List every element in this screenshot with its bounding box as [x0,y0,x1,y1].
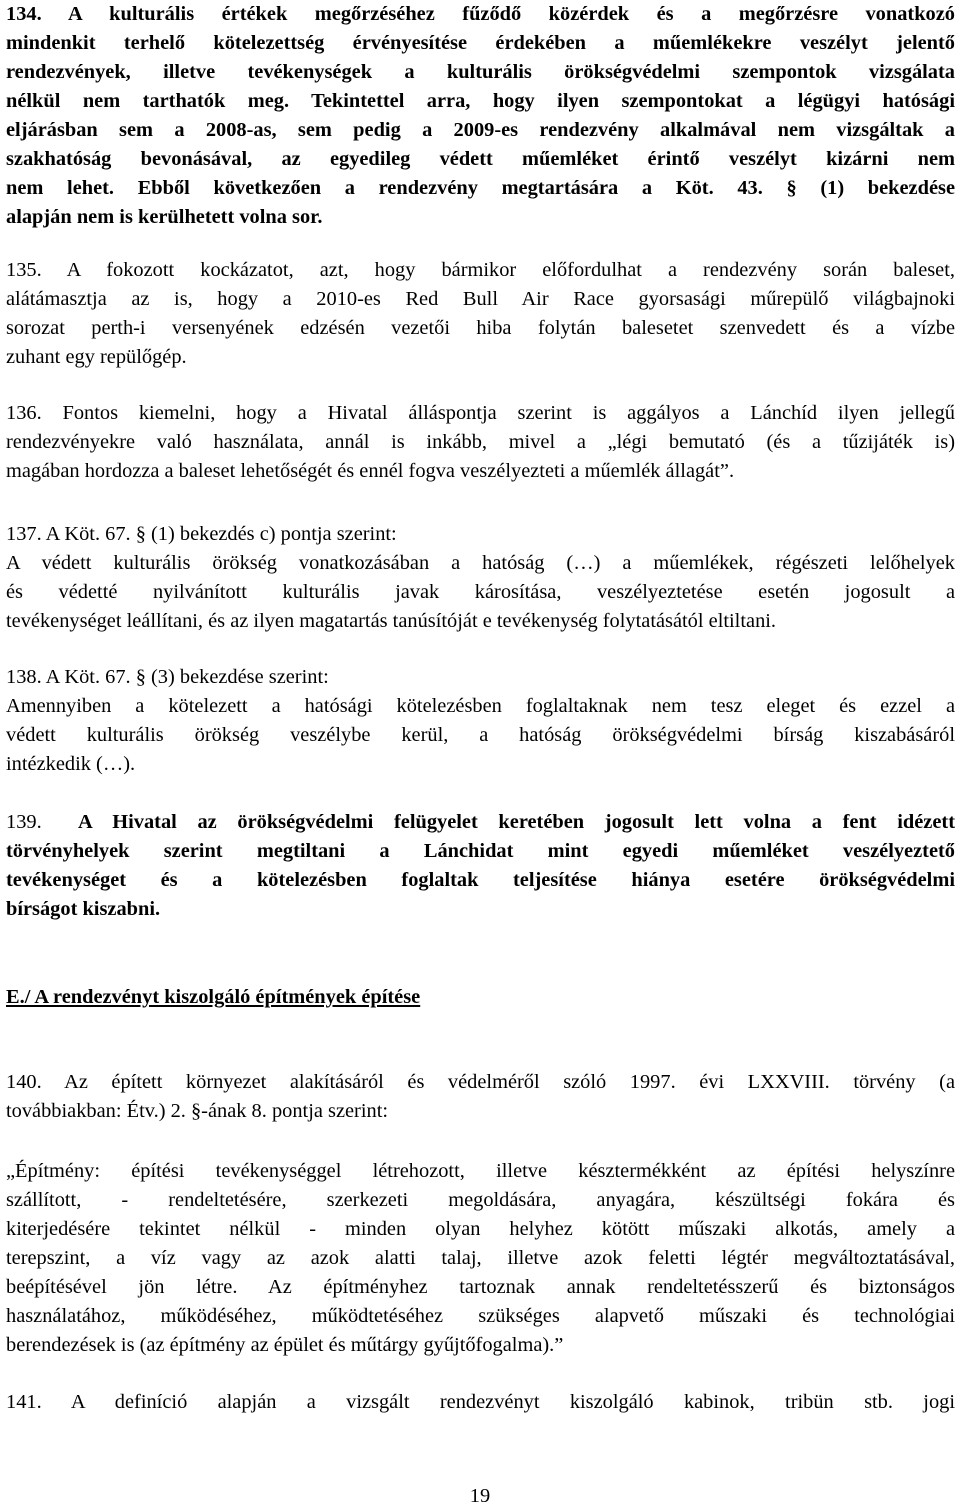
paragraph-139 [6,808,955,924]
paragraph-number: 139. [6,811,42,833]
text-line: mindenkit terhelő kötelezettség érvényesítése érdekében a műemlékekre veszélyt jelentő [6,32,955,54]
text-line: szakhatóság bevonásával, az egyedileg védett műemléket érintő veszélyt kizárni nem [6,148,955,170]
text-line: tevékenységet leállítani, és az ilyen magatartás tanúsítóját e tevékenység folytatásától eltiltani. [6,610,777,632]
text-line: rendezvények, illetve tevékenységek a kulturális örökségvédelmi szempontok vizsgálata [6,61,955,83]
text-line: Amennyiben a kötelezett a hatósági kötelezésben foglaltaknak nem tesz eleget és ezzel a [6,695,955,717]
text-line: 140. Az épített környezet alakításáról és védelméről szóló 1997. évi LXXVIII. törvény (a [6,1071,955,1093]
text-line: 136. Fontos kiemelni, hogy a Hivatal álláspontja szerint is aggályos a Lánchíd ilyen jellegű [6,402,955,424]
paragraph-137 [6,520,955,636]
definition-quote [6,1157,955,1360]
page-number: 19 [469,1485,491,1507]
text-line: beépítésével jön létre. Az építményhez tartoznak annak rendeltetésszerű és biztonságos [6,1276,955,1298]
text-line: nem lehet. Ebből következően a rendezvény megtartására a Köt. 43. § (1) bekezdése [6,177,955,199]
text-line: 138. A Köt. 67. § (3) bekezdése szerint: [6,666,329,688]
text-line: 141. A definíció alapján a vizsgált rendezvényt kiszolgáló kabinok, tribün stb. jogi [6,1391,955,1413]
section-heading [6,983,955,1012]
text-line: 134. A kulturális értékek megőrzéséhez fűződő közérdek és a megőrzésre vonatkozó [6,3,955,25]
text-line: rendezvényekre való használata, annál is inkább, mivel a „légi bemutató (és a tűzijáték is) [6,431,955,453]
paragraph-136 [6,399,955,486]
paragraph-135 [6,256,955,372]
text-line: sorozat perth-i versenyének edzésén vezetői hiba folytán balesetet szenvedett és a vízbe [6,317,955,339]
text-line: A védett kulturális örökség vonatkozásában a hatóság (…) a műemlékek, régészeti lelőhelyek [6,552,955,574]
text-line: terepszint, a víz vagy az azok alatti talaj, illetve azok feletti légtér megváltoztatásával, [6,1247,955,1269]
paragraph-138 [6,663,955,779]
section-heading-text: E./ A rendezvényt kiszolgáló építmények építése [6,986,421,1008]
text-line: bírságot kiszabni. [6,898,161,920]
text-line: A Hivatal az örökségvédelmi felügyelet keretében jogosult lett volna a fent idézett [78,811,955,833]
text-line: eljárásban sem a 2008-as, sem pedig a 2009-es rendezvény alkalmával nem vizsgáltak a [6,119,955,141]
text-line: védett kulturális örökség veszélybe kerül, a hatóság örökségvédelmi bírság kiszabásáról [6,724,955,746]
text-line: törvényhelyek szerint megtiltani a Lánchidat mint egyedi műemléket veszélyeztető [6,840,955,862]
paragraph-140 [6,1068,955,1126]
text-line: tevékenységet és a kötelezésben foglaltak teljesítése hiánya esetére örökségvédelmi [6,869,955,891]
text-line: és védetté nyilvánított kulturális javak károsítása, veszélyeztetése esetén jogosult a [6,581,955,603]
paragraph-141 [6,1388,955,1417]
text-line: kiterjedésére tekintet nélkül - minden olyan helyhez kötött műszaki alkotás, amely a [6,1218,955,1240]
paragraph-134 [6,0,955,232]
text-line: továbbiakban: Étv.) 2. §-ának 8. pontja szerint: [6,1100,389,1122]
text-line: berendezések is (az építmény az épület és műtárgy gyűjtőfogalma).” [6,1334,564,1356]
text-line: alapján nem is kerülhetett volna sor. [6,206,323,228]
text-line: „Építmény: építési tevékenységgel létrehozott, illetve késztermékként az építési helyszínre [6,1160,955,1182]
text-line: 135. A fokozott kockázatot, azt, hogy bármikor előfordulhat a rendezvény során baleset, [6,259,955,281]
text-line: alátámasztja az is, hogy a 2010-es Red Bull Air Race gyorsasági műrepülő világbajnoki [6,288,955,310]
text-line: intézkedik (…). [6,753,136,775]
text-line: zuhant egy repülőgép. [6,346,187,368]
text-line: 137. A Köt. 67. § (1) bekezdés c) pontja szerint: [6,523,397,545]
text-line: használatához, működéséhez, működtetéséhez szükséges alapvető műszaki és technológiai [6,1305,955,1327]
text-line: szállított, - rendeltetésére, szerkezeti megoldására, anyagára, készültségi fokára és [6,1189,955,1211]
text-line: nélkül nem tarthatók meg. Tekintettel arra, hogy ilyen szempontokat a légügyi hatósági [6,90,955,112]
text-line: magában hordozza a baleset lehetőségét és ennél fogva veszélyezteti a műemlék állagát”. [6,460,735,482]
